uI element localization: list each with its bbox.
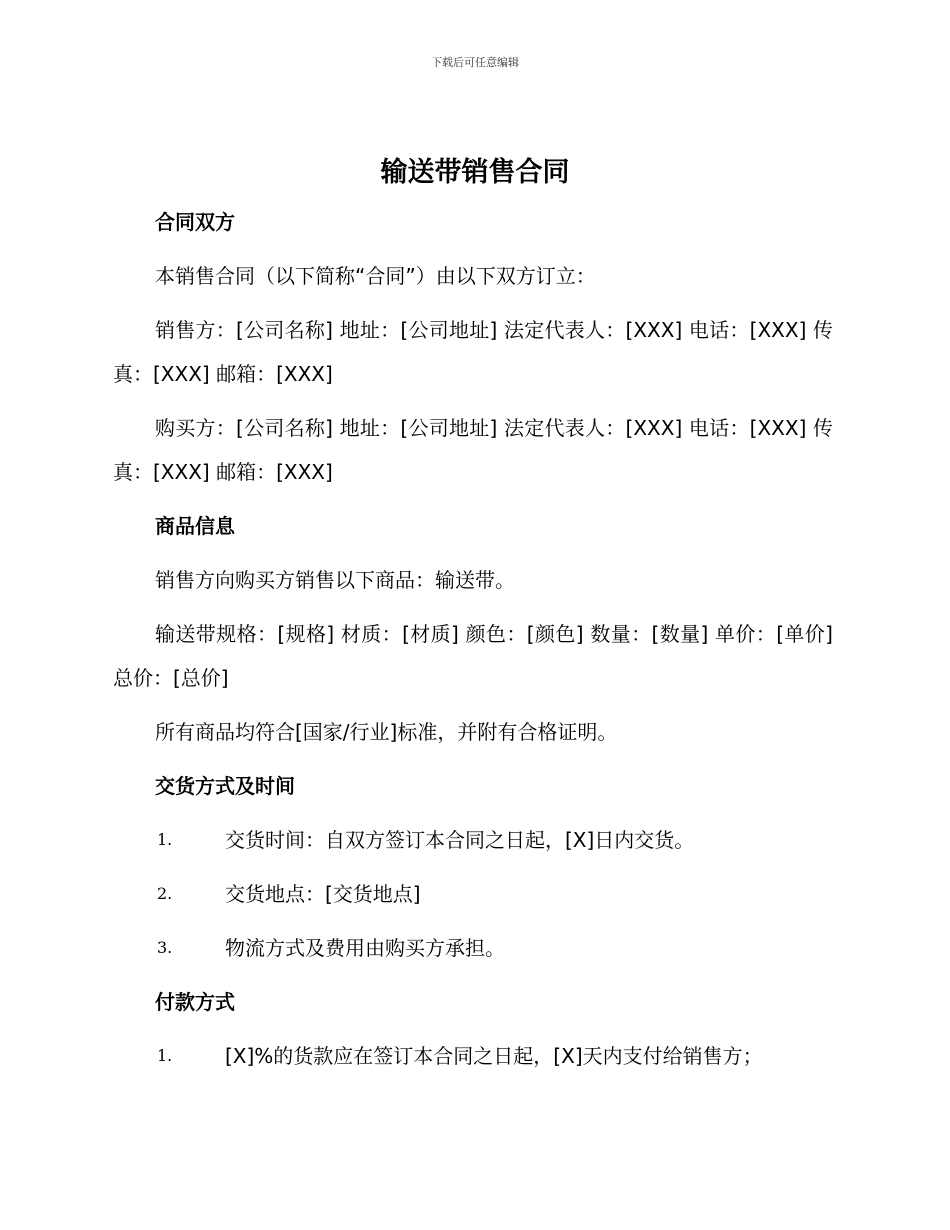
list-number: 1. [157,830,173,849]
delivery-item [113,818,833,862]
goods-description: 销售方向购买方销售以下商品：输送带。 [155,568,515,592]
section-heading-parties: 合同双方 [155,210,235,234]
goods-standard: 所有商品均符合[国家/行业]标准，并附有合格证明。 [155,720,618,744]
list-number: 2. [157,884,173,903]
document-title: 输送带销售合同 [380,157,570,188]
list-number: 1. [157,1046,173,1065]
seller-info: 销售方：[公司名称] 地址：[公司地址] 法定代表人：[XXX] 电话：[XXX] 传真：[XXX] 邮箱：[XXX] [113,318,833,386]
delivery-item-text: 物流方式及费用由购买方承担。 [225,936,505,960]
parties-intro: 本销售合同（以下简称“合同”）由以下双方订立： [155,264,596,288]
delivery-item [113,926,833,970]
section-heading-goods: 商品信息 [155,514,235,538]
document-body [113,200,833,1088]
buyer-info: 购买方：[公司名称] 地址：[公司地址] 法定代表人：[XXX] 电话：[XXX] 传真：[XXX] 邮箱：[XXX] [113,416,833,484]
delivery-item-text: 交货时间：自双方签订本合同之日起，[X]日内交货。 [225,828,695,852]
delivery-item-text: 交货地点：[交货地点] [225,882,421,906]
section-heading-payment: 付款方式 [155,990,235,1014]
delivery-item [113,872,833,916]
goods-specification: 输送带规格：[规格] 材质：[材质] 颜色：[颜色] 数量：[数量] 单价：[单价] 总价：[总价] [113,622,833,690]
section-heading-delivery: 交货方式及时间 [155,774,295,798]
list-number: 3. [157,938,173,957]
payment-item [113,1034,833,1078]
payment-item-text: [X]%的货款应在签订本合同之日起，[X]天内支付给销售方； [225,1044,763,1068]
page-header-note: 下载后可任意编辑 [431,56,519,69]
